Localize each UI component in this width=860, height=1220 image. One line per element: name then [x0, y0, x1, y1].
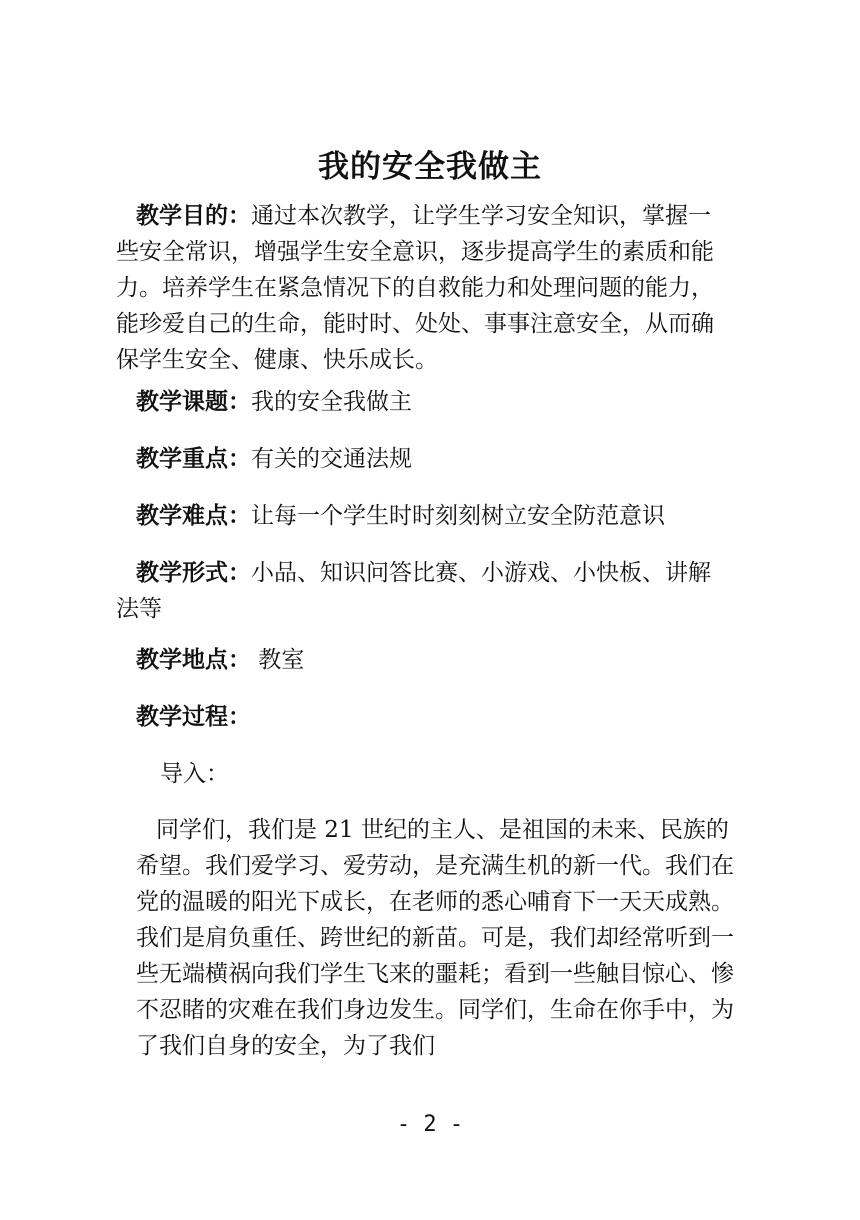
topic-label: 教学课题： [136, 388, 251, 415]
form-section [116, 555, 731, 627]
form-label: 教学形式： [136, 559, 251, 586]
difficulty-section [116, 498, 731, 534]
key-point-label: 教学重点： [136, 445, 251, 472]
intro-label: 导入： [160, 761, 229, 787]
topic-section [116, 384, 731, 420]
key-point-text: 有关的交通法规 [251, 446, 412, 472]
topic-text: 我的安全我做主 [251, 389, 412, 415]
purpose-section [116, 198, 731, 378]
difficulty-label: 教学难点： [136, 502, 251, 529]
document-title: 我的安全我做主 [318, 149, 542, 185]
form-text: 小品、知识问答比赛、小游戏、小快板、讲解法等 [116, 560, 711, 622]
intro-paragraph: 同学们，我们是 21 世纪的主人、是祖国的未来、民族的希望。我们爱学习、爱劳动，是充满生机的新一代。我们在党的温暖的阳光下成长，在老师的悉心哺育下一天天成熟。我们是肩负重任、跨世纪的新苗。可是，我们却经常听到一些无端横祸向我们学生飞来的噩耗；看到一些触目惊心、惨不忍睹的灾难在我们身边发生。同学们，生命在你手中，为了我们自身的安全，为了我们 [136, 817, 734, 1059]
page-number: - 2 - [396, 1112, 464, 1137]
process-label: 教学过程： [136, 703, 251, 730]
intro-section [160, 756, 660, 792]
key-point-section [116, 441, 731, 477]
purpose-text: 通过本次教学，让学生学习安全知识，掌握一些安全常识，增强学生安全意识，逐步提高学生的素质和能力。培养学生在紧急情况下的自救能力和处理问题的能力，能珍爱自己的生命，能时时、处处、事事注意安全，从而确保学生安全、健康、快乐成长。 [116, 203, 714, 373]
location-section [116, 642, 731, 678]
purpose-label: 教学目的： [136, 202, 251, 229]
location-text: 教室 [251, 647, 305, 673]
location-label: 教学地点： [136, 646, 251, 673]
process-section [116, 699, 731, 735]
difficulty-text: 让每一个学生时时刻刻树立安全防范意识 [251, 503, 665, 529]
